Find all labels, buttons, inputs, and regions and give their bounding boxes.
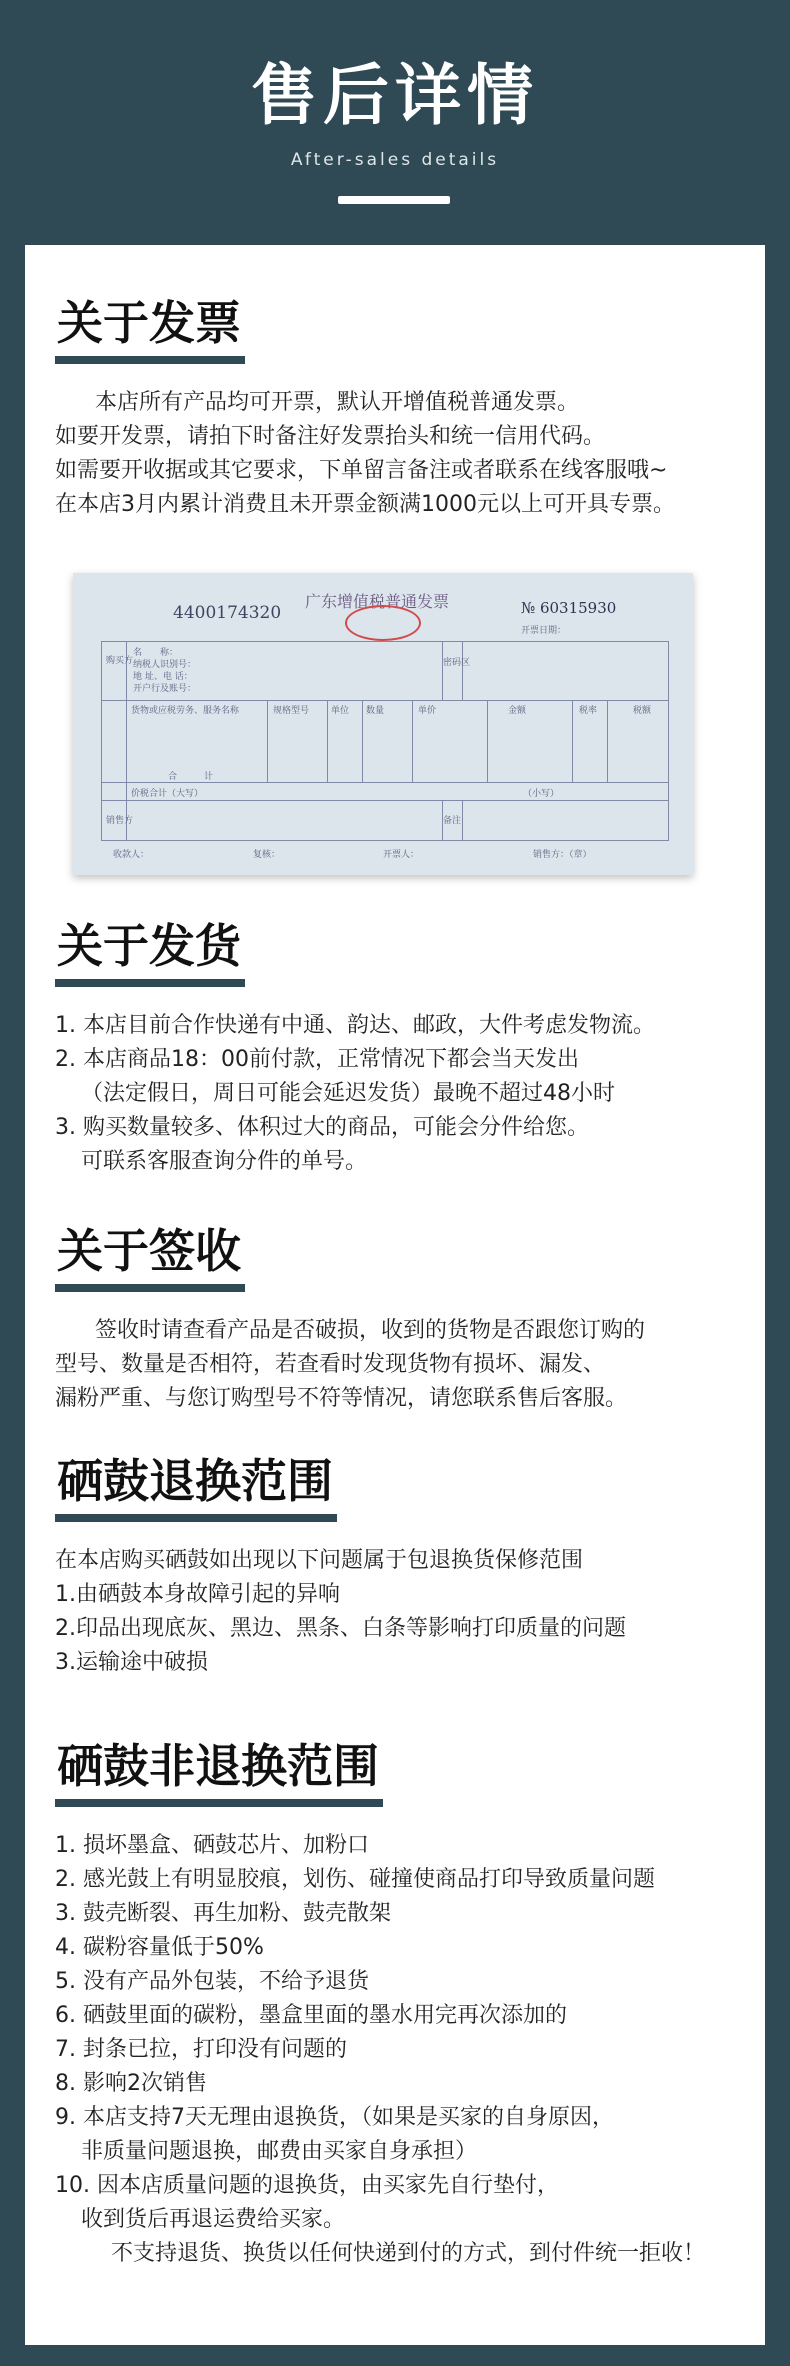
section-line: 收到货后再退运费给买家。: [81, 2206, 346, 2232]
section-line: 签收时请查看产品是否破损，收到的货物是否跟您订购的: [95, 1317, 646, 1343]
invoice-col-header: 单位: [331, 706, 350, 716]
section-line: 如需要开收据或其它要求，下单留言备注或者联系在线客服哦~: [55, 457, 668, 483]
invoice-total-tax-label: 价税合计（大写）: [131, 789, 204, 799]
invoice-small-label: （小写）: [523, 789, 560, 799]
invoice-col-header: 货物或应税劳务、服务名称: [131, 706, 240, 716]
invoice-col-header: 税率: [579, 706, 598, 716]
section-line: 7. 封条已拉，打印没有问题的: [55, 2036, 347, 2062]
section-title: 关于发票: [55, 297, 245, 364]
section-receipt: [55, 1225, 745, 1416]
invoice-date-label: 开票日期：: [521, 626, 567, 636]
section-line: 漏粉严重、与您订购型号不符等情况，请您联系售后客服。: [55, 1385, 628, 1411]
invoice-col-header: 金额: [508, 706, 527, 716]
section-line: 2. 本店商品18：00前付款，正常情况下都会当天发出: [55, 1046, 579, 1072]
section-line: 型号、数量是否相符，若查看时发现货物有损坏、漏发、: [55, 1351, 606, 1377]
section-line: 可联系客服查询分件的单号。: [81, 1148, 368, 1174]
section-line: 本店所有产品均可开票，默认开增值税普通发票。: [95, 389, 580, 415]
invoice-col-header: 数量: [366, 706, 385, 716]
page-header: [0, 0, 790, 245]
invoice-total-label: 合 计: [168, 772, 214, 782]
section-line: 3.运输途中破损: [55, 1649, 208, 1675]
section-line: 6. 硒鼓里面的碳粉，墨盒里面的墨水用完再次添加的: [55, 2002, 567, 2028]
content-card: [25, 245, 765, 2345]
section-line: 2. 感光鼓上有明显胶痕，划伤、碰撞使商品打印导致质量问题: [55, 1866, 655, 1892]
section-line: 2.印品出现底灰、黑边、黑条、白条等影响打印质量的问题: [55, 1615, 626, 1641]
invoice-col-header: 单价: [418, 706, 437, 716]
section-shipping: [55, 920, 745, 1179]
section-line: 非质量问题退换，邮费由买家自身承担）: [81, 2138, 478, 2164]
section-line: 1. 本店目前合作快递有中通、韵达、邮政，大件考虑发物流。: [55, 1012, 655, 1038]
section-line: 10. 因本店质量问题的退换货，由买家先自行垫付，: [55, 2172, 559, 2198]
invoice-footer-field: 销售方：（章）: [533, 850, 592, 860]
section-line: （法定假日，周日可能会延迟发货）最晚不超过48小时: [81, 1080, 615, 1106]
invoice-buyer-field: 名 称：: [133, 648, 179, 658]
invoice-seller-label: 销售方: [106, 816, 134, 826]
invoice-footer-field: 开票人：: [383, 850, 420, 860]
invoice-col-header: 规格型号: [273, 706, 310, 716]
page-title: 售后详情: [251, 57, 539, 134]
title-underline: [338, 196, 450, 204]
section-title: 硒鼓退换范围: [55, 1455, 337, 1522]
invoice-code-area-label: 密码区: [443, 658, 471, 668]
section-title: 硒鼓非退换范围: [55, 1740, 383, 1807]
section-return-scope: [55, 1455, 745, 1680]
section-line: 不支持退货、换货以任何快递到付的方式，到付件统一拒收！: [111, 2240, 706, 2266]
invoice-remark-label: 备注: [443, 816, 462, 826]
section-line: 3. 购买数量较多、体积过大的商品，可能会分件给您。: [55, 1114, 589, 1140]
section-line: 8. 影响2次销售: [55, 2070, 207, 2096]
section-title: 关于发货: [55, 920, 245, 987]
section-line: 在本店购买硒鼓如出现以下问题属于包退换货保修范围: [55, 1547, 584, 1573]
invoice-buyer-label: 购买方: [106, 656, 134, 666]
invoice-code: 4400174320: [173, 603, 282, 623]
section-line: 5. 没有产品外包装，不给予退货: [55, 1968, 369, 1994]
invoice-seal: [345, 605, 421, 641]
section-line: 9. 本店支持7天无理由退换货，（如果是买家的自身原因，: [55, 2104, 614, 2130]
invoice-number: № 60315930: [521, 599, 617, 617]
invoice-footer-field: 收款人：: [113, 850, 150, 860]
section-line: 在本店3月内累计消费且未开票金额满1000元以上可开具专票。: [55, 491, 675, 517]
section-line: 1. 损坏墨盒、硒鼓芯片、加粉口: [55, 1832, 369, 1858]
section-non-return-scope: [55, 1740, 745, 2271]
section-line: 3. 鼓壳断裂、再生加粉、鼓壳散架: [55, 1900, 391, 1926]
invoice-buyer-field: 地 址、电 话：: [133, 672, 193, 682]
invoice-buyer-field: 开户行及账号：: [133, 684, 197, 694]
invoice-title: 广东增值税普通发票: [305, 592, 450, 611]
section-line: 1.由硒鼓本身故障引起的异响: [55, 1581, 340, 1607]
invoice-sample-image: [73, 573, 693, 875]
page-subtitle: After-sales details: [290, 150, 500, 170]
section-invoice: [55, 297, 745, 522]
section-line: 如要开发票，请拍下时备注好发票抬头和统一信用代码。: [55, 423, 606, 449]
section-line: 4. 碳粉容量低于50%: [55, 1934, 264, 1960]
invoice-footer-field: 复核：: [253, 850, 281, 860]
invoice-col-header: 税额: [633, 706, 652, 716]
section-title: 关于签收: [55, 1225, 245, 1292]
invoice-buyer-field: 纳税人识别号：: [133, 660, 197, 670]
